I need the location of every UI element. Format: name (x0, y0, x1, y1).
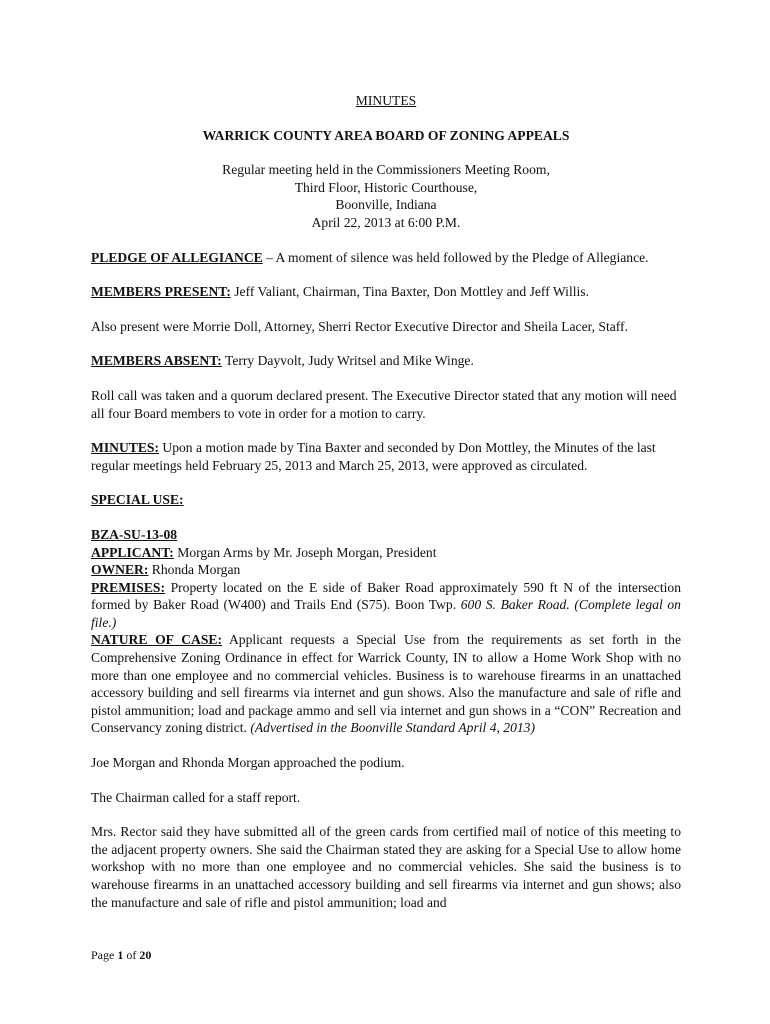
meeting-date: April 22, 2013 at 6:00 P.M. (311, 214, 461, 230)
total-page-count: 20 (139, 948, 152, 962)
body-paragraph: Joe Morgan and Rhonda Morgan approached the podium. (91, 755, 405, 771)
applicant-label: APPLICANT: (91, 544, 174, 560)
board-name: WARRICK COUNTY AREA BOARD OF ZONING APPEALS (202, 127, 570, 143)
location-line: Boonville, Indiana (335, 197, 437, 213)
members-present-text: Jeff Valiant, Chairman, Tina Baxter, Don Mottley and Jeff Willis. (230, 284, 589, 300)
minutes-paragraph (91, 439, 681, 474)
premises-label: PREMISES: (91, 579, 166, 595)
nature-of-case-line (91, 631, 681, 737)
advertised-note: (Advertised in the Boonville Standard April 4, 2013) (250, 720, 536, 736)
members-absent-paragraph (91, 352, 681, 370)
location-line: Regular meeting held in the Commissioners Meeting Room, (222, 162, 550, 178)
meeting-location-block (91, 161, 681, 231)
nature-label: NATURE OF CASE: (91, 632, 222, 648)
applicant-line (91, 544, 681, 562)
roll-call-paragraph: Roll call was taken and a quorum declared present. The Executive Director stated that any motion will need all four Board members to vote in order for a motion to carry. (91, 387, 677, 421)
members-absent-label: MEMBERS ABSENT: (91, 353, 222, 369)
special-use-heading: SPECIAL USE: (91, 492, 184, 508)
premises-text: Property located on the E side of Baker Road approximately 590 ft N of the intersection formed by Baker Road (W400) and Trails End (S75). Boon Twp. (91, 579, 681, 613)
nature-text: Applicant requests a Special Use from the requirements as set forth in the Comprehensive Zoning Ordinance in effect for Warrick County, IN to allow a Home Work Shop with no more than one employee and no commercial vehicles. Business is to warehouse firearms in an unattached accessory building and sell firearms via internet and gun shows. Also the manufacture and sale of rifle and pistol ammunition; load and package ammo and sell via internet and gun shows in a “CON” Recreation and Conservancy zoning district. (91, 632, 681, 736)
case-block (91, 526, 681, 737)
page-footer (91, 947, 151, 963)
also-present-paragraph: Also present were Morrie Doll, Attorney, Sherri Rector Executive Director and Sheila Lacer, Staff. (91, 318, 628, 334)
pledge-text: – A moment of silence was held followed by the Pledge of Allegiance. (262, 249, 649, 265)
minutes-text: Upon a motion made by Tina Baxter and seconded by Don Mottley, the Minutes of the last regular meetings held February 25, 2013 and March 25, 2013, were approved as circulated. (91, 440, 656, 473)
case-id: BZA-SU-13-08 (91, 526, 178, 542)
pledge-paragraph (91, 249, 681, 267)
minutes-label: MINUTES: (91, 440, 159, 456)
applicant-text: Morgan Arms by Mr. Joseph Morgan, President (173, 544, 437, 560)
members-present-paragraph (91, 283, 681, 301)
owner-text: Rhonda Morgan (148, 562, 241, 578)
owner-line (91, 561, 681, 579)
body-paragraph: The Chairman called for a staff report. (91, 789, 301, 805)
members-absent-text: Terry Dayvolt, Judy Writsel and Mike Winge. (221, 353, 474, 369)
document-body (91, 92, 681, 911)
footer-middle: of (123, 948, 140, 962)
pledge-label: PLEDGE OF ALLEGIANCE (91, 249, 263, 265)
footer-prefix: Page (91, 948, 118, 962)
premises-line (91, 579, 681, 632)
document-title: MINUTES (355, 93, 417, 108)
current-page-number: 1 (117, 948, 124, 962)
members-present-label: MEMBERS PRESENT: (91, 284, 231, 300)
premises-address: 600 S. Baker Road. (Complete legal on file.) (91, 597, 681, 630)
owner-label: OWNER: (91, 562, 149, 578)
body-paragraph: Mrs. Rector said they have submitted all of the green cards from certified mail of notice of this meeting to the adjacent property owners. She said the Chairman stated they are asking for a Special Use to allow home workshop with no more than one employee and no commercial vehicles. She said the business is to warehouse firearms in an unattached accessory building and sell firearms via internet and gun shows; also the manufacture and sale of rifle and pistol ammunition; load and (91, 824, 681, 910)
location-line: Third Floor, Historic Courthouse, (294, 179, 478, 195)
